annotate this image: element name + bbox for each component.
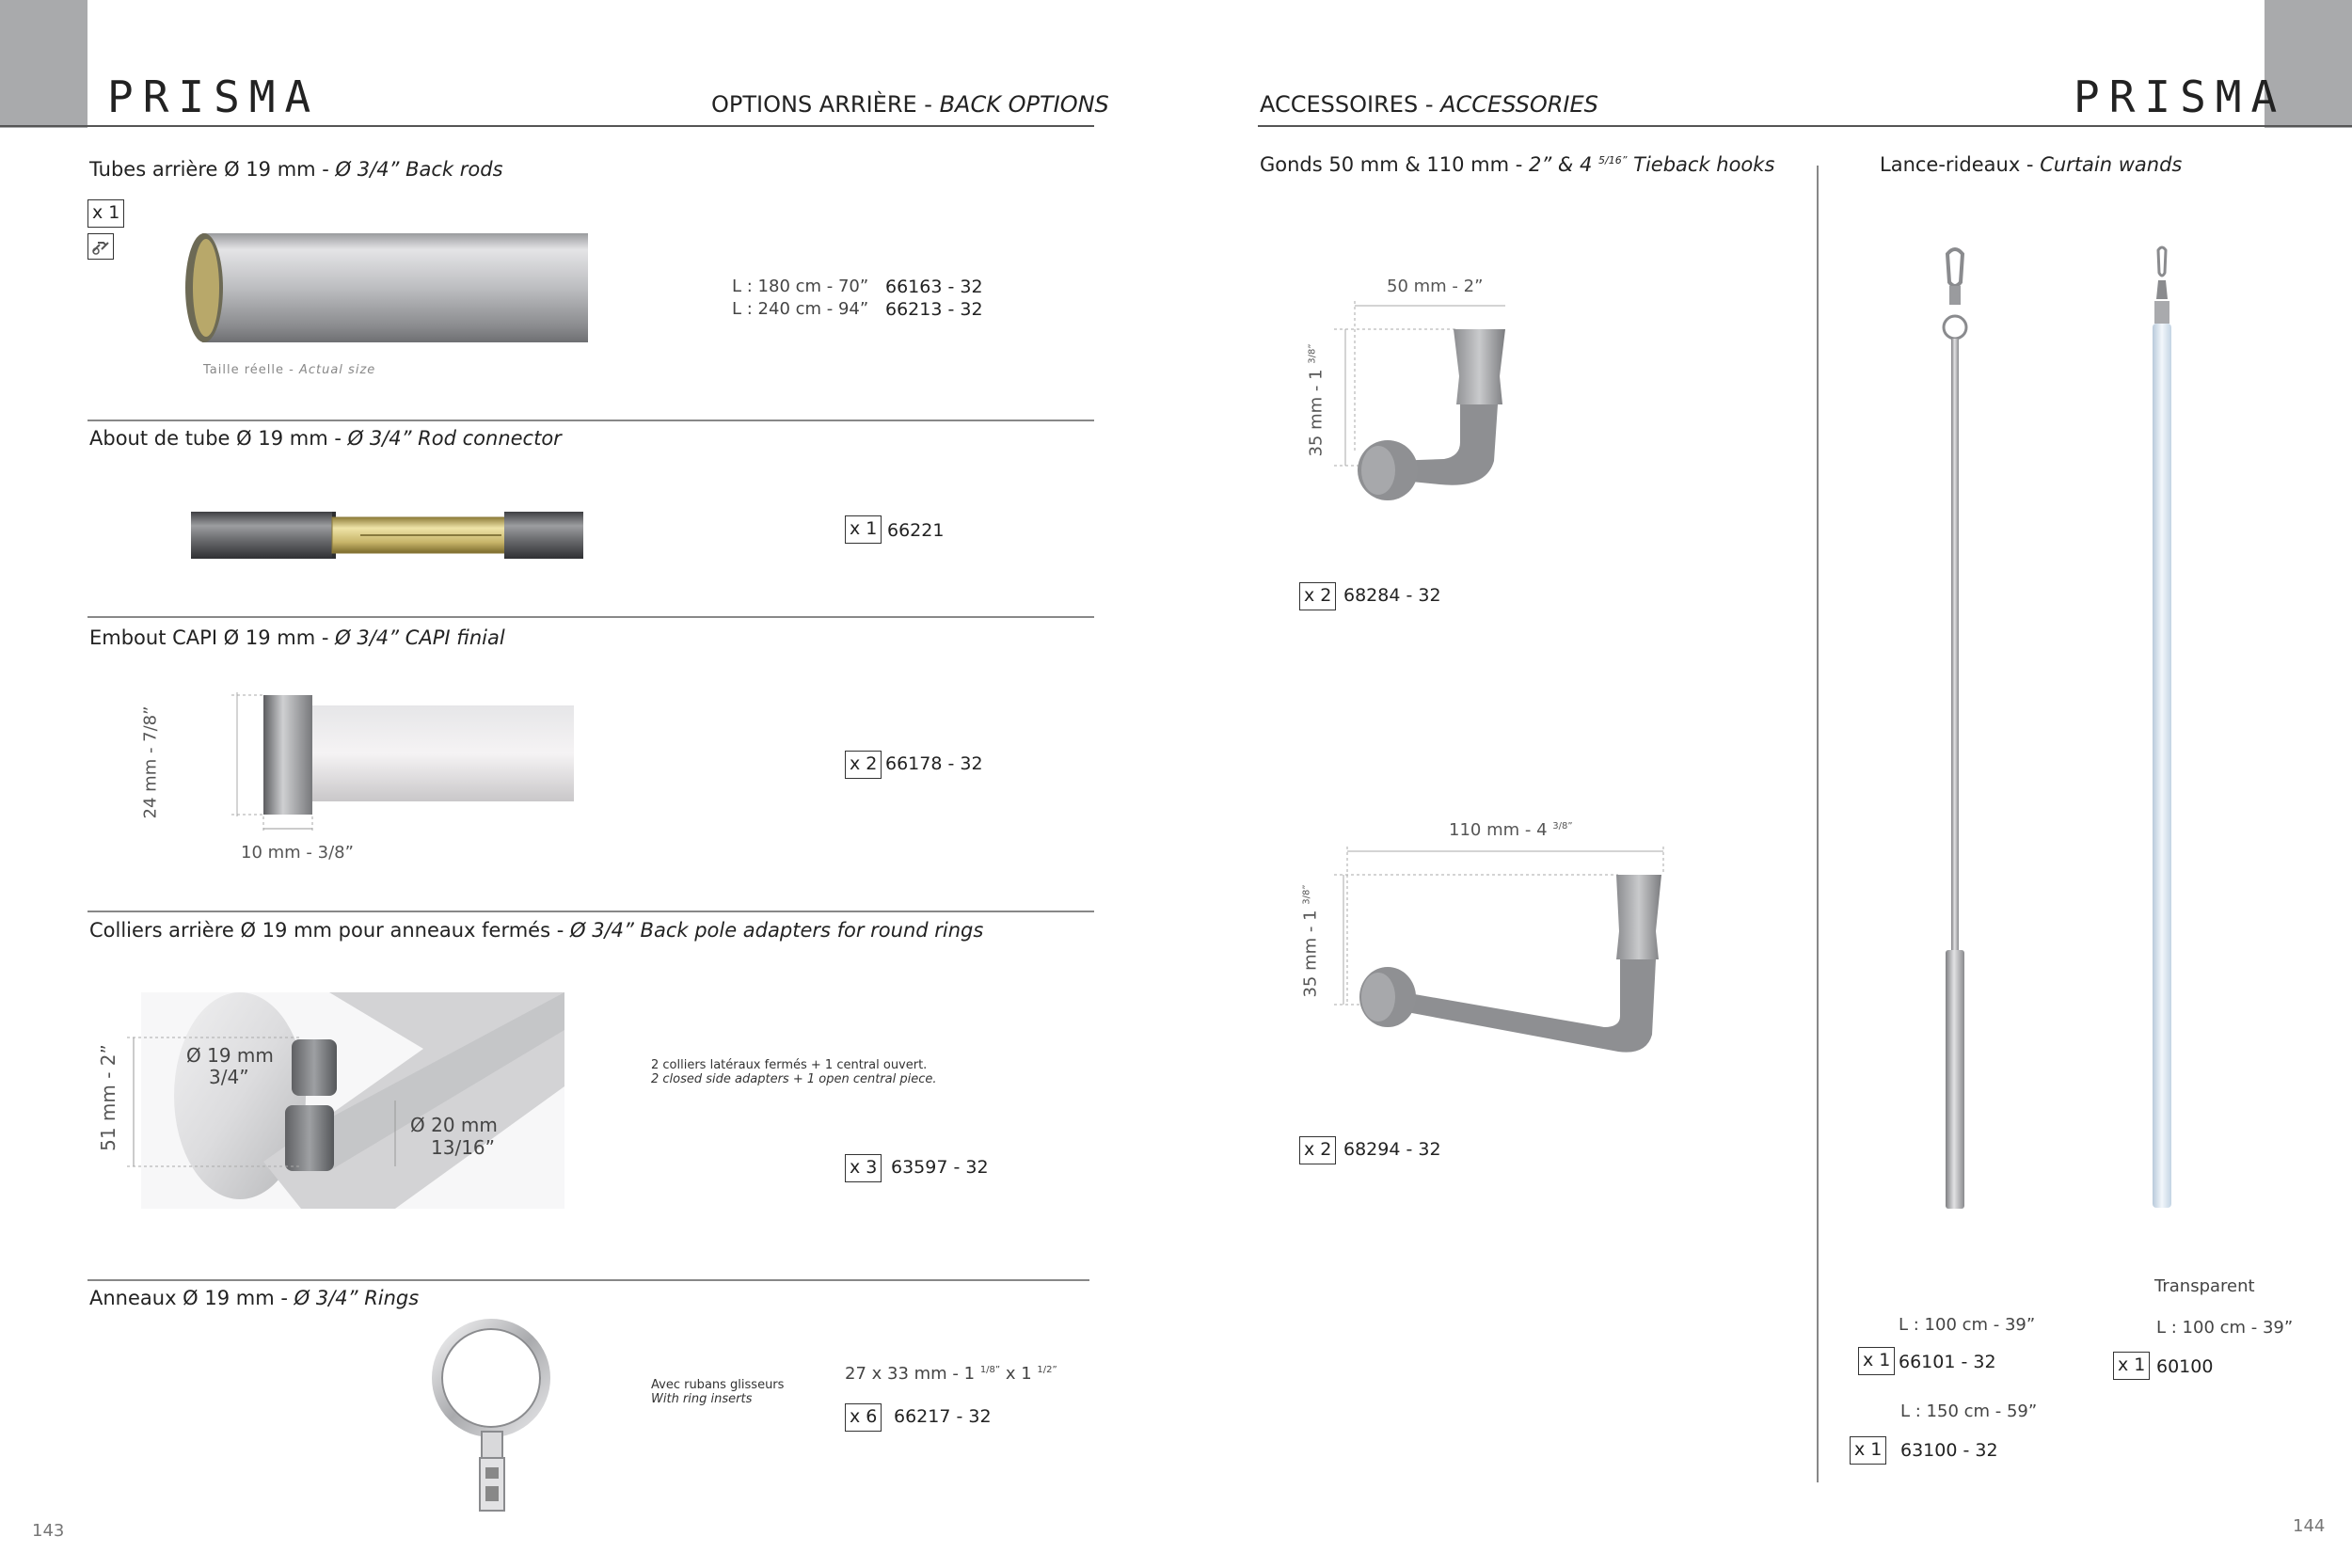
back-rod-ref-1: 66163 - 32 xyxy=(885,277,983,297)
hook-large-dim-width xyxy=(1449,820,1573,840)
hook-small-dim-height-sup: 3/8” xyxy=(1307,343,1318,364)
back-rods-title-fr: Tubes arrière Ø 19 mm - xyxy=(89,158,336,181)
rings-qty: x 6 xyxy=(845,1403,882,1432)
right-section-header xyxy=(1260,91,1598,118)
curtain-wands-title-en: Curtain wands xyxy=(2040,153,2183,176)
adapters-ref: 63597 - 32 xyxy=(891,1157,989,1178)
curtain-wand-transparent-image xyxy=(2134,245,2190,1213)
wand-metal-ref-1: 66101 - 32 xyxy=(1899,1352,1996,1372)
capi-finial-title-fr: Embout CAPI Ø 19 mm - xyxy=(89,626,336,649)
rod-connector-brass-image xyxy=(332,510,586,561)
rule-1 xyxy=(87,420,1094,421)
curtain-wands-title-fr: Lance-rideaux - xyxy=(1880,153,2041,176)
hook-small-ref: 68284 - 32 xyxy=(1343,585,1441,606)
adapters-dim-height: 51 mm - 2” xyxy=(97,1044,119,1151)
hook-small-dim-height-main: 35 mm - 1 xyxy=(1306,363,1327,457)
right-header-fr: ACCESSOIRES xyxy=(1260,91,1419,118)
rings-size xyxy=(845,1364,1057,1384)
rings-note-en: With ring inserts xyxy=(651,1392,753,1406)
tieback-title-en-sup: 5/16” xyxy=(1598,154,1628,166)
rings-size-main: 27 x 33 mm - 1 xyxy=(845,1364,980,1384)
rod-bracket-icon xyxy=(87,233,114,260)
hook-small-qty: x 2 xyxy=(1299,582,1336,610)
right-header-rule xyxy=(1258,125,2352,127)
capi-finial-title-en: Ø 3/4” CAPI finial xyxy=(335,626,505,649)
right-header-sep: - xyxy=(1418,91,1441,118)
rod-connector-ref: 66221 xyxy=(887,520,945,541)
adapters-dim-d19: Ø 19 mm xyxy=(186,1044,274,1067)
adapters-note-fr: 2 colliers latéraux fermés + 1 central ouvert. xyxy=(651,1058,928,1072)
right-header-en: ACCESSORIES xyxy=(1440,91,1598,118)
left-header-rule xyxy=(0,125,1094,127)
capi-dim-width: 10 mm - 3/8” xyxy=(241,843,354,863)
rings-size-sup2: 1/2” xyxy=(1037,1365,1057,1375)
rings-title xyxy=(89,1287,419,1309)
back-pole-adapters-title-fr: Colliers arrière Ø 19 mm pour anneaux fermés - xyxy=(89,919,570,942)
wand-transparent-ref: 60100 xyxy=(2156,1356,2214,1377)
rings-size-mid: x 1 xyxy=(1000,1364,1038,1384)
capi-finial-qty: x 2 xyxy=(845,751,882,779)
wand-metal-length-2: L : 150 cm - 59” xyxy=(1900,1402,2038,1421)
right-brand-title: PRISMA xyxy=(2074,71,2287,122)
hook-large-ref: 68294 - 32 xyxy=(1343,1139,1441,1160)
left-brand-title: PRISMA xyxy=(107,71,321,122)
rings-title-fr: Anneaux Ø 19 mm - xyxy=(89,1287,294,1309)
actual-size-caption xyxy=(203,363,375,377)
actual-size-fr: Taille réelle - xyxy=(203,363,299,377)
rings-title-en: Ø 3/4” Rings xyxy=(294,1287,420,1309)
wand-transparent-length: L : 100 cm - 39” xyxy=(2156,1318,2294,1338)
left-gray-tab xyxy=(0,0,87,128)
adapters-dim-d19-in: 3/4” xyxy=(209,1066,249,1088)
rod-connector-title xyxy=(89,427,562,450)
rod-connector-qty: x 1 xyxy=(845,515,882,544)
back-pole-adapters-title xyxy=(89,919,983,942)
tieback-hook-large-image xyxy=(1336,847,1656,1053)
hook-large-dim-width-sup: 3/8” xyxy=(1552,821,1573,832)
wand-metal-ref-2: 63100 - 32 xyxy=(1900,1440,1998,1461)
back-pole-adapters-title-en: Ø 3/4” Back pole adapters for round rings xyxy=(569,919,984,942)
tieback-title-fr: Gonds 50 mm & 110 mm - xyxy=(1260,153,1530,176)
rod-connector-title-en: Ø 3/4” Rod connector xyxy=(347,427,562,450)
adapters-dim-d20: Ø 20 mm xyxy=(410,1114,498,1136)
hook-small-dim-height xyxy=(1307,340,1327,462)
transparent-label: Transparent xyxy=(2154,1276,2255,1296)
rings-note-fr: Avec rubans glisseurs xyxy=(651,1378,785,1392)
rule-4 xyxy=(87,1279,1089,1281)
tieback-title-en-a: 2” & 4 xyxy=(1529,153,1599,176)
hook-large-dim-height-sup: 3/8” xyxy=(1301,884,1312,905)
hook-large-dim-height-main: 35 mm - 1 xyxy=(1300,904,1321,998)
capi-finial-image xyxy=(235,692,574,833)
back-rod-image xyxy=(183,231,588,348)
left-header-fr: OPTIONS ARRIÈRE xyxy=(711,91,917,118)
back-rods-title xyxy=(89,158,503,181)
actual-size-en: Actual size xyxy=(298,363,376,377)
back-pole-adapters-image xyxy=(113,992,564,1209)
curtain-wand-metal-image xyxy=(1927,245,1983,1213)
left-page-number: 143 xyxy=(32,1521,65,1541)
rod-connector-title-fr: About de tube Ø 19 mm - xyxy=(89,427,348,450)
ring-image xyxy=(427,1317,559,1514)
left-section-header xyxy=(711,91,1109,118)
back-rods-title-en: Ø 3/4” Back rods xyxy=(335,158,503,181)
tieback-divider xyxy=(1817,166,1819,1482)
wand-metal-length-1: L : 100 cm - 39” xyxy=(1899,1315,2036,1335)
tieback-hook-small-image xyxy=(1336,301,1496,499)
back-rods-qty-badge: x 1 xyxy=(87,199,124,228)
hook-small-dim-width: 50 mm - 2” xyxy=(1387,277,1484,296)
tieback-title-en-b: Tieback hooks xyxy=(1627,153,1775,176)
curtain-wands-title xyxy=(1880,153,2182,176)
right-page-number: 144 xyxy=(2293,1516,2326,1536)
adapters-qty: x 3 xyxy=(845,1154,882,1182)
wand-metal-qty-1: x 1 xyxy=(1858,1347,1895,1375)
hook-large-dim-width-main: 110 mm - 4 xyxy=(1449,820,1553,840)
wand-metal-qty-2: x 1 xyxy=(1850,1436,1886,1465)
back-rod-length-1: L : 180 cm - 70” xyxy=(732,277,869,296)
back-rod-length-2: L : 240 cm - 94” xyxy=(732,299,869,319)
tieback-hooks-title xyxy=(1260,153,1774,176)
capi-finial-title xyxy=(89,626,505,649)
adapters-note-en: 2 closed side adapters + 1 open central piece. xyxy=(651,1072,937,1086)
rule-3 xyxy=(87,911,1094,912)
wand-transparent-qty: x 1 xyxy=(2113,1352,2150,1380)
adapters-dim-d20-in: 13/16” xyxy=(431,1136,495,1159)
rings-ref: 66217 - 32 xyxy=(894,1406,992,1427)
hook-large-qty: x 2 xyxy=(1299,1136,1336,1164)
hook-large-dim-height xyxy=(1301,880,1321,1003)
capi-finial-ref: 66178 - 32 xyxy=(885,753,983,774)
rule-2 xyxy=(87,616,1094,618)
capi-dim-height: 24 mm - 7/8” xyxy=(140,705,161,819)
back-rod-ref-2: 66213 - 32 xyxy=(885,299,983,320)
rings-size-sup1: 1/8” xyxy=(979,1365,1001,1375)
left-header-sep: - xyxy=(916,91,940,118)
left-header-en: BACK OPTIONS xyxy=(939,91,1109,118)
